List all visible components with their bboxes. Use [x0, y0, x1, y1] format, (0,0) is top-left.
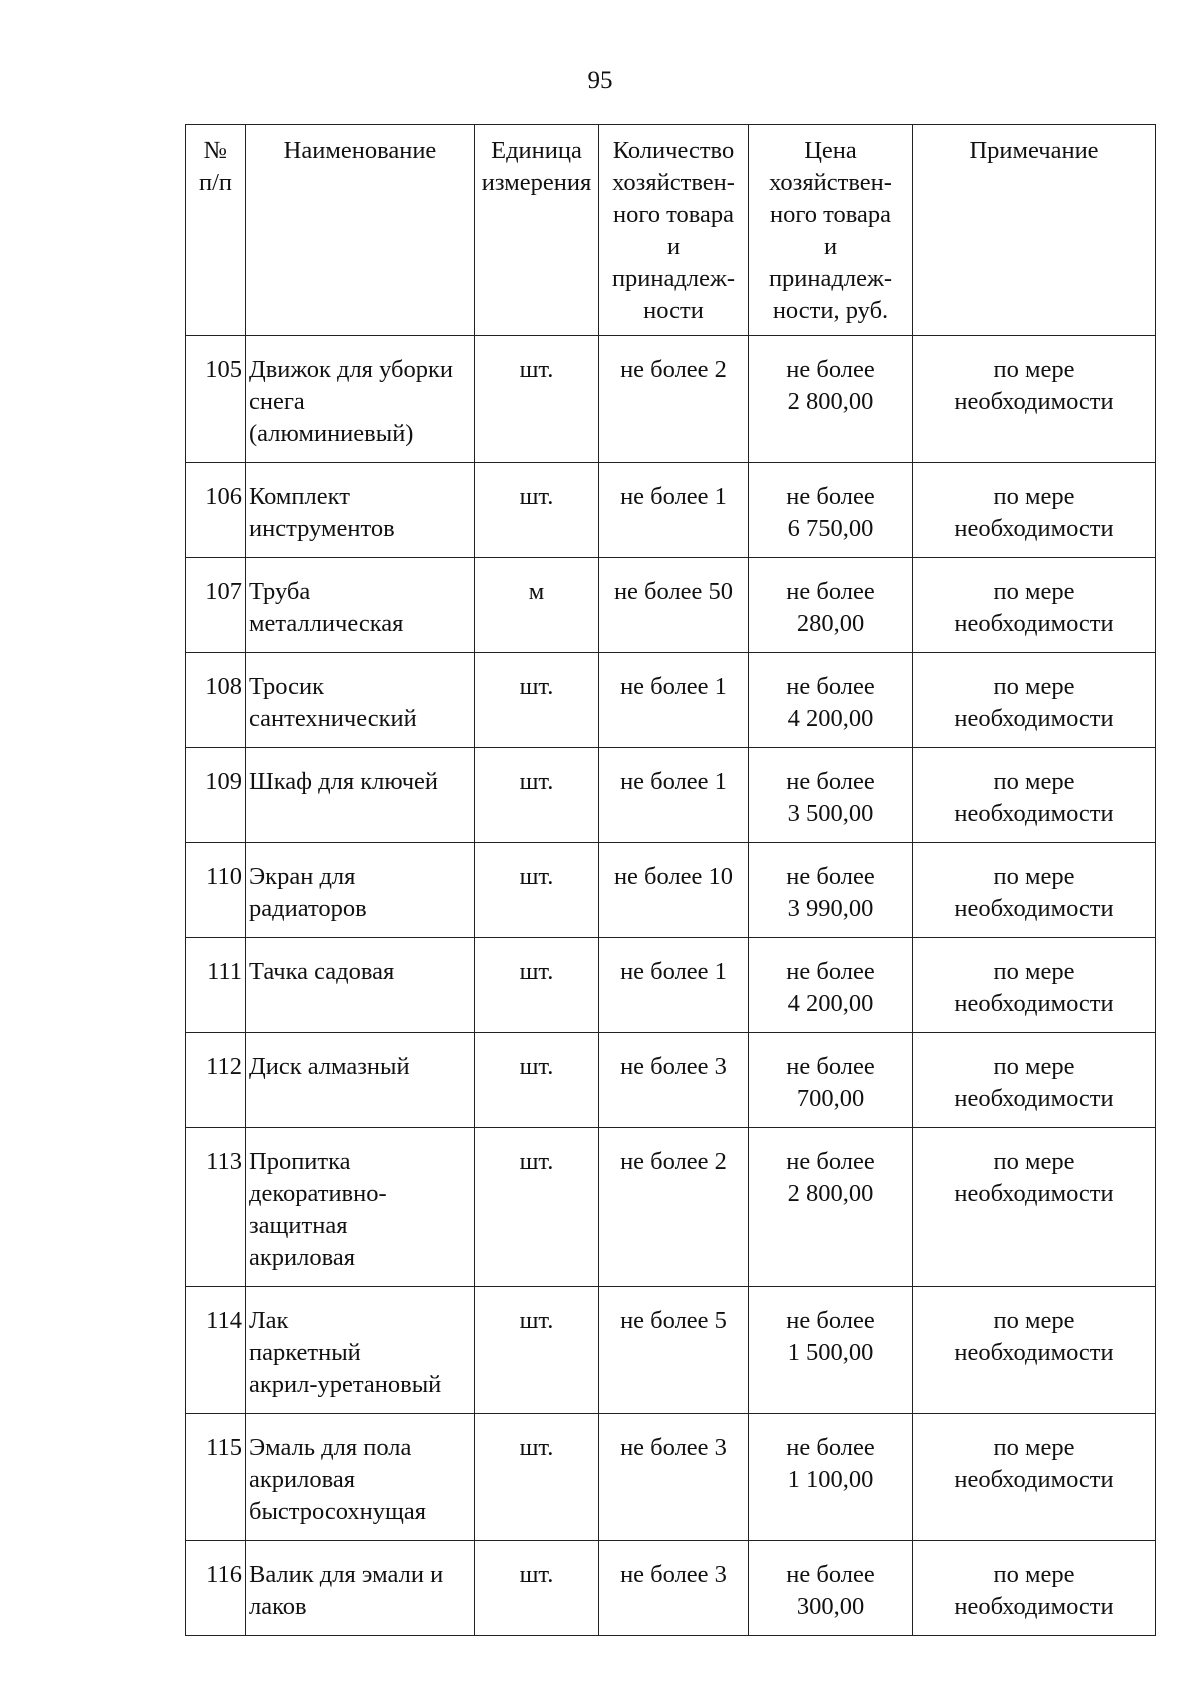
item-unit-line: шт.: [519, 1561, 554, 1588]
row-number: [186, 1287, 246, 1414]
item-name-line: акриловая: [249, 1466, 356, 1493]
row-number: [186, 1128, 246, 1287]
header-line: ности: [643, 297, 704, 324]
item-price: [749, 938, 913, 1033]
row-number: [186, 653, 246, 748]
header-quantity: [599, 125, 749, 336]
item-note-line: по мере: [993, 356, 1075, 383]
item-quantity-line: не более 5: [620, 1307, 727, 1334]
item-name-line: Эмаль для пола: [249, 1434, 412, 1461]
item-quantity-line: не более 2: [620, 1148, 727, 1175]
item-quantity: [599, 1287, 749, 1414]
item-note: [913, 1541, 1156, 1636]
item-note: [913, 1128, 1156, 1287]
item-note-line: по мере: [993, 1434, 1075, 1461]
item-quantity: [599, 558, 749, 653]
table-row: [186, 1541, 1156, 1636]
item-unit-line: шт.: [519, 1307, 554, 1334]
header-name: [246, 125, 475, 336]
row-number-line: 116: [206, 1561, 242, 1588]
item-name-line: акриловая: [249, 1244, 356, 1271]
item-price-line: не более: [786, 578, 875, 605]
row-number-line: 110: [206, 863, 242, 890]
item-price: [749, 1541, 913, 1636]
row-number-line: 111: [207, 958, 242, 985]
item-price-line: 4 200,00: [787, 705, 874, 732]
item-note: [913, 1287, 1156, 1414]
item-name-line: инструментов: [249, 515, 395, 542]
row-number: [186, 1541, 246, 1636]
row-number-line: 109: [205, 768, 242, 795]
row-number: [186, 1414, 246, 1541]
table-row: [186, 1033, 1156, 1128]
item-name: [246, 463, 475, 558]
item-note-line: необходимости: [954, 388, 1114, 415]
item-name: [246, 1541, 475, 1636]
item-unit: [475, 938, 599, 1033]
item-quantity: [599, 1033, 749, 1128]
item-name-line: Лак: [249, 1307, 289, 1334]
item-unit-line: шт.: [519, 863, 554, 890]
item-price-line: не более: [786, 1148, 875, 1175]
row-number: [186, 336, 246, 463]
table-row: [186, 336, 1156, 463]
item-price: [749, 558, 913, 653]
item-name-line: Труба: [249, 578, 311, 605]
item-note-line: по мере: [993, 1307, 1075, 1334]
item-note: [913, 463, 1156, 558]
item-name: [246, 1287, 475, 1414]
item-price-line: 2 800,00: [787, 388, 874, 415]
item-unit: [475, 558, 599, 653]
item-note-line: необходимости: [954, 800, 1114, 827]
header-unit: [475, 125, 599, 336]
item-price-line: не более: [786, 1561, 875, 1588]
row-number-line: 108: [205, 673, 242, 700]
item-name-line: быстросохнущая: [249, 1498, 427, 1525]
item-quantity: [599, 1128, 749, 1287]
header-line: Количество: [612, 137, 735, 164]
item-note-line: по мере: [993, 1053, 1075, 1080]
header-line: №: [203, 137, 228, 164]
row-number-line: 112: [206, 1053, 242, 1080]
item-unit-line: шт.: [519, 958, 554, 985]
row-number: [186, 748, 246, 843]
item-name-line: паркетный: [249, 1339, 361, 1366]
item-price: [749, 748, 913, 843]
item-quantity-line: не более 10: [613, 863, 734, 890]
item-unit-line: шт.: [519, 673, 554, 700]
item-quantity: [599, 463, 749, 558]
item-price-line: не более: [786, 673, 875, 700]
item-name-line: Валик для эмали и: [249, 1561, 444, 1588]
item-name-line: Пропитка: [249, 1148, 351, 1175]
header-line: Наименование: [283, 137, 437, 164]
header-line: Примечание: [969, 137, 1099, 164]
item-note-line: по мере: [993, 1561, 1075, 1588]
header-line: хозяйствен-: [612, 169, 735, 196]
item-unit: [475, 1541, 599, 1636]
item-quantity-line: не более 3: [620, 1434, 727, 1461]
item-unit: [475, 1033, 599, 1128]
item-name: [246, 558, 475, 653]
item-note: [913, 1033, 1156, 1128]
header-line: ного товара: [612, 201, 735, 228]
item-note-line: по мере: [993, 863, 1075, 890]
table-row: [186, 558, 1156, 653]
item-price: [749, 336, 913, 463]
item-note: [913, 653, 1156, 748]
item-price: [749, 1414, 913, 1541]
item-name: [246, 843, 475, 938]
item-name-line: Комплект: [249, 483, 350, 510]
header-line: и: [823, 233, 838, 260]
item-price: [749, 1128, 913, 1287]
item-quantity-line: не более 1: [620, 483, 727, 510]
item-price-line: 6 750,00: [787, 515, 874, 542]
item-name-line: акрил-уретановый: [249, 1371, 442, 1398]
item-note-line: по мере: [993, 673, 1075, 700]
item-price-line: 280,00: [796, 610, 865, 637]
header-price: [749, 125, 913, 336]
item-name: [246, 1414, 475, 1541]
item-quantity: [599, 1414, 749, 1541]
header-line: ного товара: [769, 201, 892, 228]
table-body: [186, 336, 1156, 1636]
item-unit-line: м: [528, 578, 545, 605]
item-note-line: необходимости: [954, 515, 1114, 542]
row-number-line: 106: [205, 483, 242, 510]
table-row: [186, 653, 1156, 748]
item-price-line: 4 200,00: [787, 990, 874, 1017]
item-note: [913, 336, 1156, 463]
table-row: [186, 748, 1156, 843]
item-note-line: необходимости: [954, 1339, 1114, 1366]
row-number: [186, 558, 246, 653]
item-note-line: необходимости: [954, 1085, 1114, 1112]
table-row: [186, 1128, 1156, 1287]
item-quantity: [599, 336, 749, 463]
header-line: п/п: [198, 169, 233, 196]
item-note-line: по мере: [993, 483, 1075, 510]
item-price: [749, 653, 913, 748]
item-name-line: лаков: [249, 1593, 307, 1620]
table-row: [186, 843, 1156, 938]
item-name-line: Тачка садовая: [249, 958, 395, 985]
item-unit: [475, 748, 599, 843]
header-line: измерения: [481, 169, 592, 196]
row-number-line: 115: [206, 1434, 242, 1461]
item-quantity: [599, 843, 749, 938]
header-line: хозяйствен-: [769, 169, 892, 196]
item-unit: [475, 1414, 599, 1541]
item-name: [246, 1033, 475, 1128]
item-unit: [475, 336, 599, 463]
item-note-line: необходимости: [954, 705, 1114, 732]
header-line: Единица: [491, 137, 582, 164]
item-unit: [475, 463, 599, 558]
item-quantity-line: не более 3: [620, 1561, 727, 1588]
item-price-line: не более: [786, 356, 875, 383]
item-price-line: не более: [786, 1307, 875, 1334]
row-number: [186, 843, 246, 938]
item-unit-line: шт.: [519, 768, 554, 795]
item-quantity: [599, 748, 749, 843]
item-quantity-line: не более 3: [620, 1053, 727, 1080]
item-name-line: металлическая: [249, 610, 404, 637]
item-price-line: не более: [786, 1053, 875, 1080]
page-number: 95: [587, 67, 613, 94]
item-name-line: снега: [249, 388, 305, 415]
item-name-line: Диск алмазный: [249, 1053, 410, 1080]
row-number: [186, 938, 246, 1033]
item-price-line: 2 800,00: [787, 1180, 874, 1207]
item-price-line: не более: [786, 483, 875, 510]
item-name: [246, 1128, 475, 1287]
item-name: [246, 653, 475, 748]
table-header-row: [186, 125, 1156, 336]
item-price-line: 300,00: [796, 1593, 865, 1620]
item-note-line: по мере: [993, 958, 1075, 985]
item-note-line: необходимости: [954, 1180, 1114, 1207]
item-note: [913, 938, 1156, 1033]
item-quantity-line: не более 50: [613, 578, 734, 605]
header-line: и: [666, 233, 681, 260]
item-price: [749, 1287, 913, 1414]
header-line: Цена: [804, 137, 857, 164]
item-note-line: по мере: [993, 1148, 1075, 1175]
item-price-line: не более: [786, 1434, 875, 1461]
item-note-line: необходимости: [954, 1593, 1114, 1620]
item-unit-line: шт.: [519, 356, 554, 383]
item-note-line: необходимости: [954, 895, 1114, 922]
table-row: [186, 1287, 1156, 1414]
item-name-line: декоративно-: [249, 1180, 387, 1207]
item-name: [246, 938, 475, 1033]
header-note: [913, 125, 1156, 336]
table-row: [186, 463, 1156, 558]
item-quantity: [599, 653, 749, 748]
item-name-line: Тросик: [249, 673, 325, 700]
item-name-line: Экран для: [249, 863, 356, 890]
item-unit-line: шт.: [519, 1434, 554, 1461]
item-price-line: 1 500,00: [787, 1339, 874, 1366]
header-line: принадлеж-: [768, 265, 893, 292]
item-unit-line: шт.: [519, 483, 554, 510]
row-number-line: 113: [206, 1148, 242, 1175]
item-price: [749, 843, 913, 938]
item-unit: [475, 1128, 599, 1287]
item-price: [749, 463, 913, 558]
item-name-line: сантехнический: [249, 705, 417, 732]
item-price-line: 1 100,00: [787, 1466, 874, 1493]
item-quantity-line: не более 1: [620, 958, 727, 985]
item-note: [913, 558, 1156, 653]
item-quantity: [599, 938, 749, 1033]
header-line: принадлеж-: [611, 265, 736, 292]
row-number: [186, 463, 246, 558]
item-price-line: не более: [786, 768, 875, 795]
item-name-line: (алюминиевый): [249, 420, 414, 447]
item-note: [913, 1414, 1156, 1541]
item-quantity: [599, 1541, 749, 1636]
item-name: [246, 748, 475, 843]
item-unit: [475, 1287, 599, 1414]
item-note-line: необходимости: [954, 990, 1114, 1017]
item-price-line: 3 990,00: [787, 895, 874, 922]
item-name-line: радиаторов: [249, 895, 367, 922]
table-row: [186, 938, 1156, 1033]
row-number-line: 105: [205, 356, 242, 383]
item-price-line: не более: [786, 958, 875, 985]
table-row: [186, 1414, 1156, 1541]
item-quantity-line: не более 2: [620, 356, 727, 383]
item-note-line: по мере: [993, 768, 1075, 795]
item-price-line: 700,00: [796, 1085, 865, 1112]
item-unit-line: шт.: [519, 1148, 554, 1175]
item-quantity-line: не более 1: [620, 673, 727, 700]
header-line: ности, руб.: [772, 297, 889, 324]
item-note-line: необходимости: [954, 610, 1114, 637]
item-unit-line: шт.: [519, 1053, 554, 1080]
goods-table: [185, 124, 1156, 1636]
item-price-line: 3 500,00: [787, 800, 874, 827]
item-name-line: защитная: [249, 1212, 348, 1239]
item-price: [749, 1033, 913, 1128]
item-note: [913, 843, 1156, 938]
item-note-line: по мере: [993, 578, 1075, 605]
item-name-line: Шкаф для ключей: [249, 768, 439, 795]
item-price-line: не более: [786, 863, 875, 890]
header-number: [186, 125, 246, 336]
row-number-line: 114: [206, 1307, 242, 1334]
row-number-line: 107: [205, 578, 242, 605]
row-number: [186, 1033, 246, 1128]
item-quantity-line: не более 1: [620, 768, 727, 795]
item-unit: [475, 843, 599, 938]
item-note: [913, 748, 1156, 843]
item-unit: [475, 653, 599, 748]
item-name: [246, 336, 475, 463]
item-name-line: Движок для уборки: [249, 356, 453, 383]
item-note-line: необходимости: [954, 1466, 1114, 1493]
